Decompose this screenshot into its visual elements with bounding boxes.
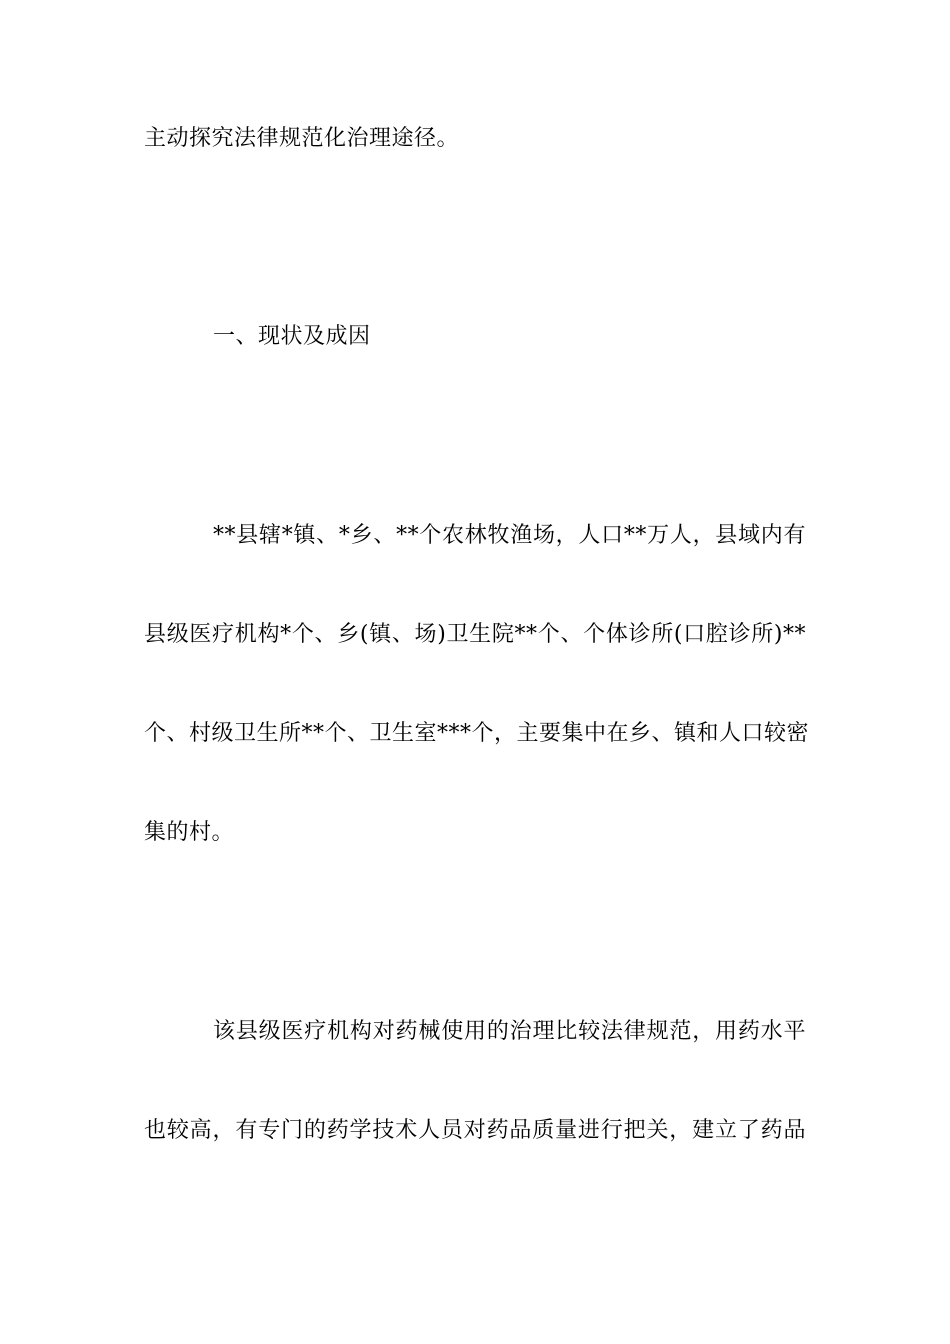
paragraph-line: 集的村。 xyxy=(144,820,235,845)
paragraph-line: 县级医疗机构*个、乡(镇、场)卫生院**个、个体诊所(口腔诊所)** xyxy=(144,622,806,647)
paragraph-line: 该县级医疗机构对药械使用的治理比较法律规范，用药水平 xyxy=(213,1019,806,1044)
section-heading: 一、现状及成因 xyxy=(213,324,371,349)
paragraph-line: 也较高，有专门的药学技术人员对药品质量进行把关，建立了药品 xyxy=(144,1118,806,1143)
paragraph-line: 个、村级卫生所**个、卫生室***个，主要集中在乡、镇和人口较密 xyxy=(144,721,810,746)
paragraph-line: **县辖*镇、*乡、**个农林牧渔场，人口**万人，县域内有 xyxy=(213,523,806,548)
paragraph-line: 主动探究法律规范化治理途径。 xyxy=(144,126,460,151)
